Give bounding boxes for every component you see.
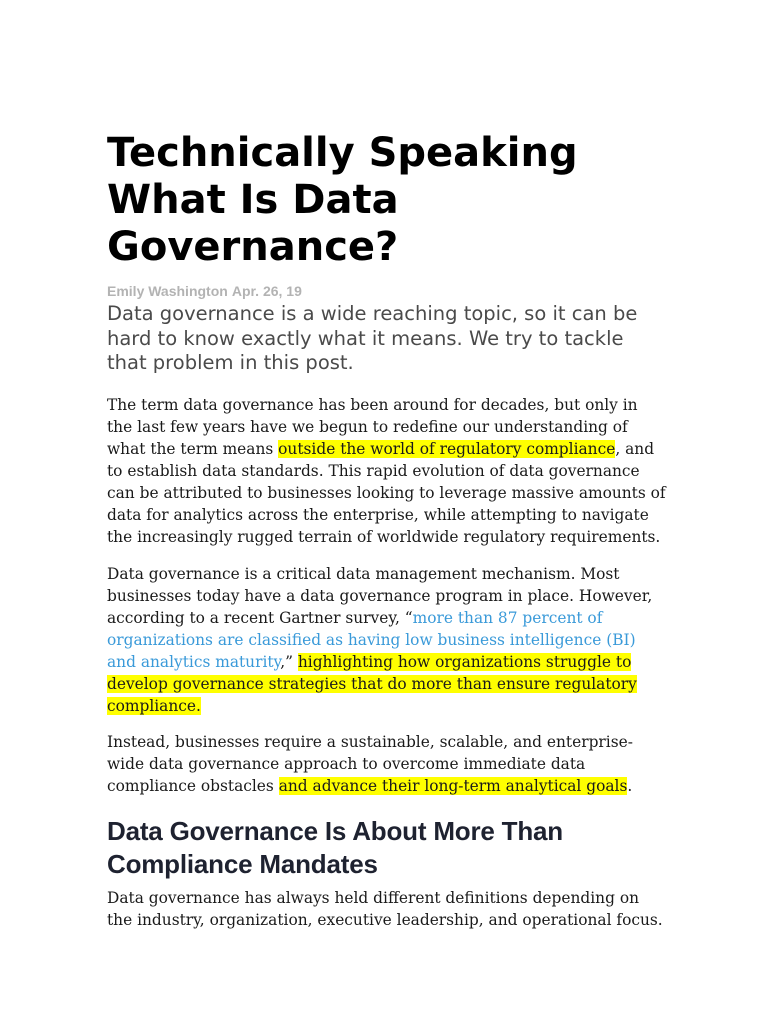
author-name[interactable]: Emily Washington	[107, 283, 228, 299]
paragraph-3-text-end: .	[627, 777, 633, 795]
paragraph-1-text-start: The term data governance has been around for decades, but only in the last few years have we begun to redefine our understanding of what the term means	[107, 396, 638, 458]
section-heading: Data Governance Is About More Than Compliance Mandates	[107, 816, 563, 879]
article-title: Technically Speaking What Is Data Governance?	[107, 130, 578, 270]
highlight-analytical-goals: and advance their long-term analytical goals	[278, 777, 628, 795]
publish-date: Apr. 26, 19	[231, 283, 302, 299]
gartner-survey-link[interactable]: more than 87 percent of organizations are classified as having low business intelligence (BI) and analytics maturity	[107, 609, 636, 671]
paragraph-2-quote-close: ,”	[280, 653, 298, 671]
paragraph-2	[107, 563, 667, 717]
article-summary: Data governance is a wide reaching topic, so it can be hard to know exactly what it means. We try to tackle that problem in this post.	[107, 302, 638, 374]
paragraph-1-text-end: , and to establish data standards. This rapid evolution of data governance can be attributed to businesses looking to leverage massive amounts of data for analytics across the enterprise, while attempting to navigate the increasingly rugged terrain of worldwide regulatory requirements.	[107, 440, 666, 546]
highlight-governance-strategies: highlighting how organizations struggle to develop governance strategies that do more than ensure regulatory compliance.	[107, 653, 637, 715]
byline	[107, 282, 667, 300]
paragraph-1	[107, 394, 667, 548]
paragraph-4: Data governance has always held different definitions depending on the industry, organization, executive leadership, and operational focus.	[107, 889, 663, 929]
highlight-regulatory-compliance: outside the world of regulatory compliance	[278, 440, 616, 458]
paragraph-3-text-start: Instead, businesses require a sustainable, scalable, and enterprise-wide data governance approach to overcome immediate data compliance obstacles	[107, 733, 633, 795]
paragraph-2-text-start: Data governance is a critical data management mechanism. Most businesses today have a data governance program in place. However, according to a recent Gartner survey, “	[107, 565, 653, 627]
paragraph-3	[107, 731, 667, 797]
